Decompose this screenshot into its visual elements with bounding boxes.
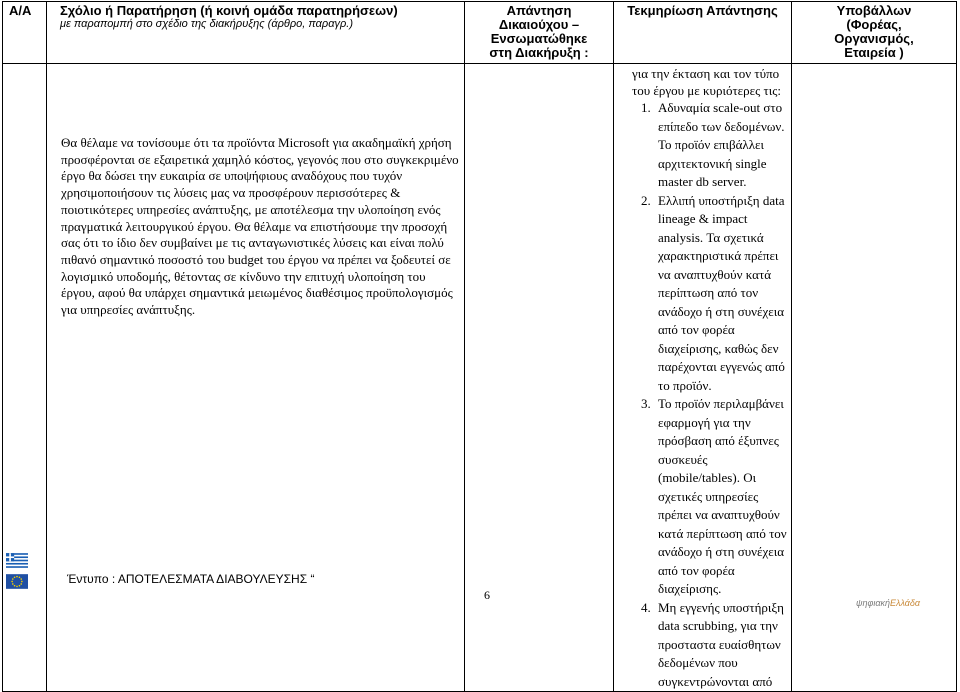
header-comment bbox=[47, 2, 465, 64]
header-justification bbox=[614, 2, 792, 64]
justification-list bbox=[614, 99, 791, 691]
header-submitter-line4: Εταιρεία ) bbox=[844, 45, 904, 60]
header-submitter-line2: (Φορέας, bbox=[846, 17, 902, 32]
header-submitter-line3: Οργανισμός, bbox=[834, 31, 914, 46]
header-answer-line4: στη Διακήρυξη : bbox=[489, 45, 589, 60]
header-justification-label: Τεκμηρίωση Απάντησης bbox=[627, 3, 778, 18]
header-comment-title: Σχόλιο ή Παρατήρηση (ή κοινή ομάδα παρατηρήσεων) bbox=[60, 3, 398, 18]
justification-item: 3. Το προϊόν περιλαμβάνει εφαρμογή για την πρόσβαση από έξυπνες συσκευές (mobile/tables). Οι σχετικές υπηρεσίες πρέπει να αναπτυχθούν κατά περίπτωση από τον ανάδοχο ή στη συνέχεια από τον φορέα διαχείρισης. bbox=[654, 395, 791, 599]
justification-item: 4. Μη εγγενής υποστήριξη data scrubbing, για την προσταστα ευαίσθητων δεδομένων που συγκεντρώνονται από bbox=[654, 599, 791, 692]
page-number: 6 bbox=[484, 588, 490, 602]
justification-intro: για την έκταση και τον τύπο του έργου με κυριότερες τις: bbox=[632, 66, 781, 98]
logo-text-a: ψηφιακή bbox=[856, 598, 891, 608]
printed-form-label: Έντυπο : ΑΠΟΤΕΛΕΣΜΑΤΑ ΔΙΑΒΟΥΛΕΥΣΗΣ “ bbox=[67, 572, 315, 586]
header-aa bbox=[3, 2, 47, 64]
eu-flag-icon bbox=[6, 574, 28, 589]
justification-item: 1. Αδυναμία scale-out στο επίπεδο των δεδομένων. Το προϊόν επιβάλλει αρχιτεκτονική single master db server. bbox=[654, 99, 791, 192]
header-submitter-line1: Υποβάλλων bbox=[836, 3, 912, 18]
header-answer bbox=[465, 2, 614, 64]
header-answer-line3: Ενσωματώθηκε bbox=[490, 31, 588, 46]
header-comment-subtitle: με παραπομπή στο σχέδιο της διακήρυξης (άρθρο, παραγρ.) bbox=[60, 18, 353, 30]
header-answer-line2: Δικαιούχου – bbox=[498, 17, 580, 32]
digital-greece-logo bbox=[856, 598, 920, 608]
justification-item: 2. Ελλιπή υποστήριξη data lineage & impact analysis. Τα σχετικά χαρακτηριστικά πρέπει να αναπτυχθούν κατά περίπτωση από τον ανάδοχο ή στη συνέχεια από τον φορέα διαχείρισης, καθώς δεν παρέχονται εγγενώς από το προϊόν. bbox=[654, 192, 791, 396]
header-submitter bbox=[792, 2, 957, 64]
comment-text: Θα θέλαμε να τονίσουμε ότι τα προϊόντα Microsoft για ακαδημαϊκή χρήση προσφέρονται σε εξαιρετικά χαμηλό κόστος, γεγονός που στο συγκεκριμένο έργο θα δώσει την ευκαιρία σε υποψήφιους αναδόχους που τυχόν χρησιμοποιήσουν τις λύσεις μας να προσφέρουν περισσότερες & ποιοτικότερες υπηρεσίες ανάπτυξης, με αποτέλεσμα την υλοποίηση ενός πραγματικά λειτουργικού έργου. Θα θέλαμε να επιστήσουμε την προσοχή σας ότι το ίδιο δεν συμβαίνει με τις ανταγωνιστικές λύσεις και είναι πολύ πιθανό σημαντικό ποσοστό του budget του έργου να πρέπει να ξοδευτεί σε λογισμικό υποδομής, θέτοντας σε κίνδυνο την επιτυχή υλοποίηση του έργου, αφού θα υπάρχει σημαντικά μειωμένος διαθέσιμος προϋπολογισμός για υπηρεσίες ανάπτυξης. bbox=[61, 135, 459, 318]
row-justification-cell bbox=[614, 64, 792, 692]
consultation-results-table bbox=[2, 1, 957, 692]
row-comment-cell bbox=[47, 64, 465, 692]
row-aa-cell bbox=[3, 64, 47, 692]
header-aa-label: Α/Α bbox=[9, 3, 32, 18]
logo-text-b: Ελλάδα bbox=[890, 598, 921, 608]
header-answer-line1: Απάντηση bbox=[506, 3, 572, 18]
greek-flag-icon bbox=[6, 553, 28, 568]
